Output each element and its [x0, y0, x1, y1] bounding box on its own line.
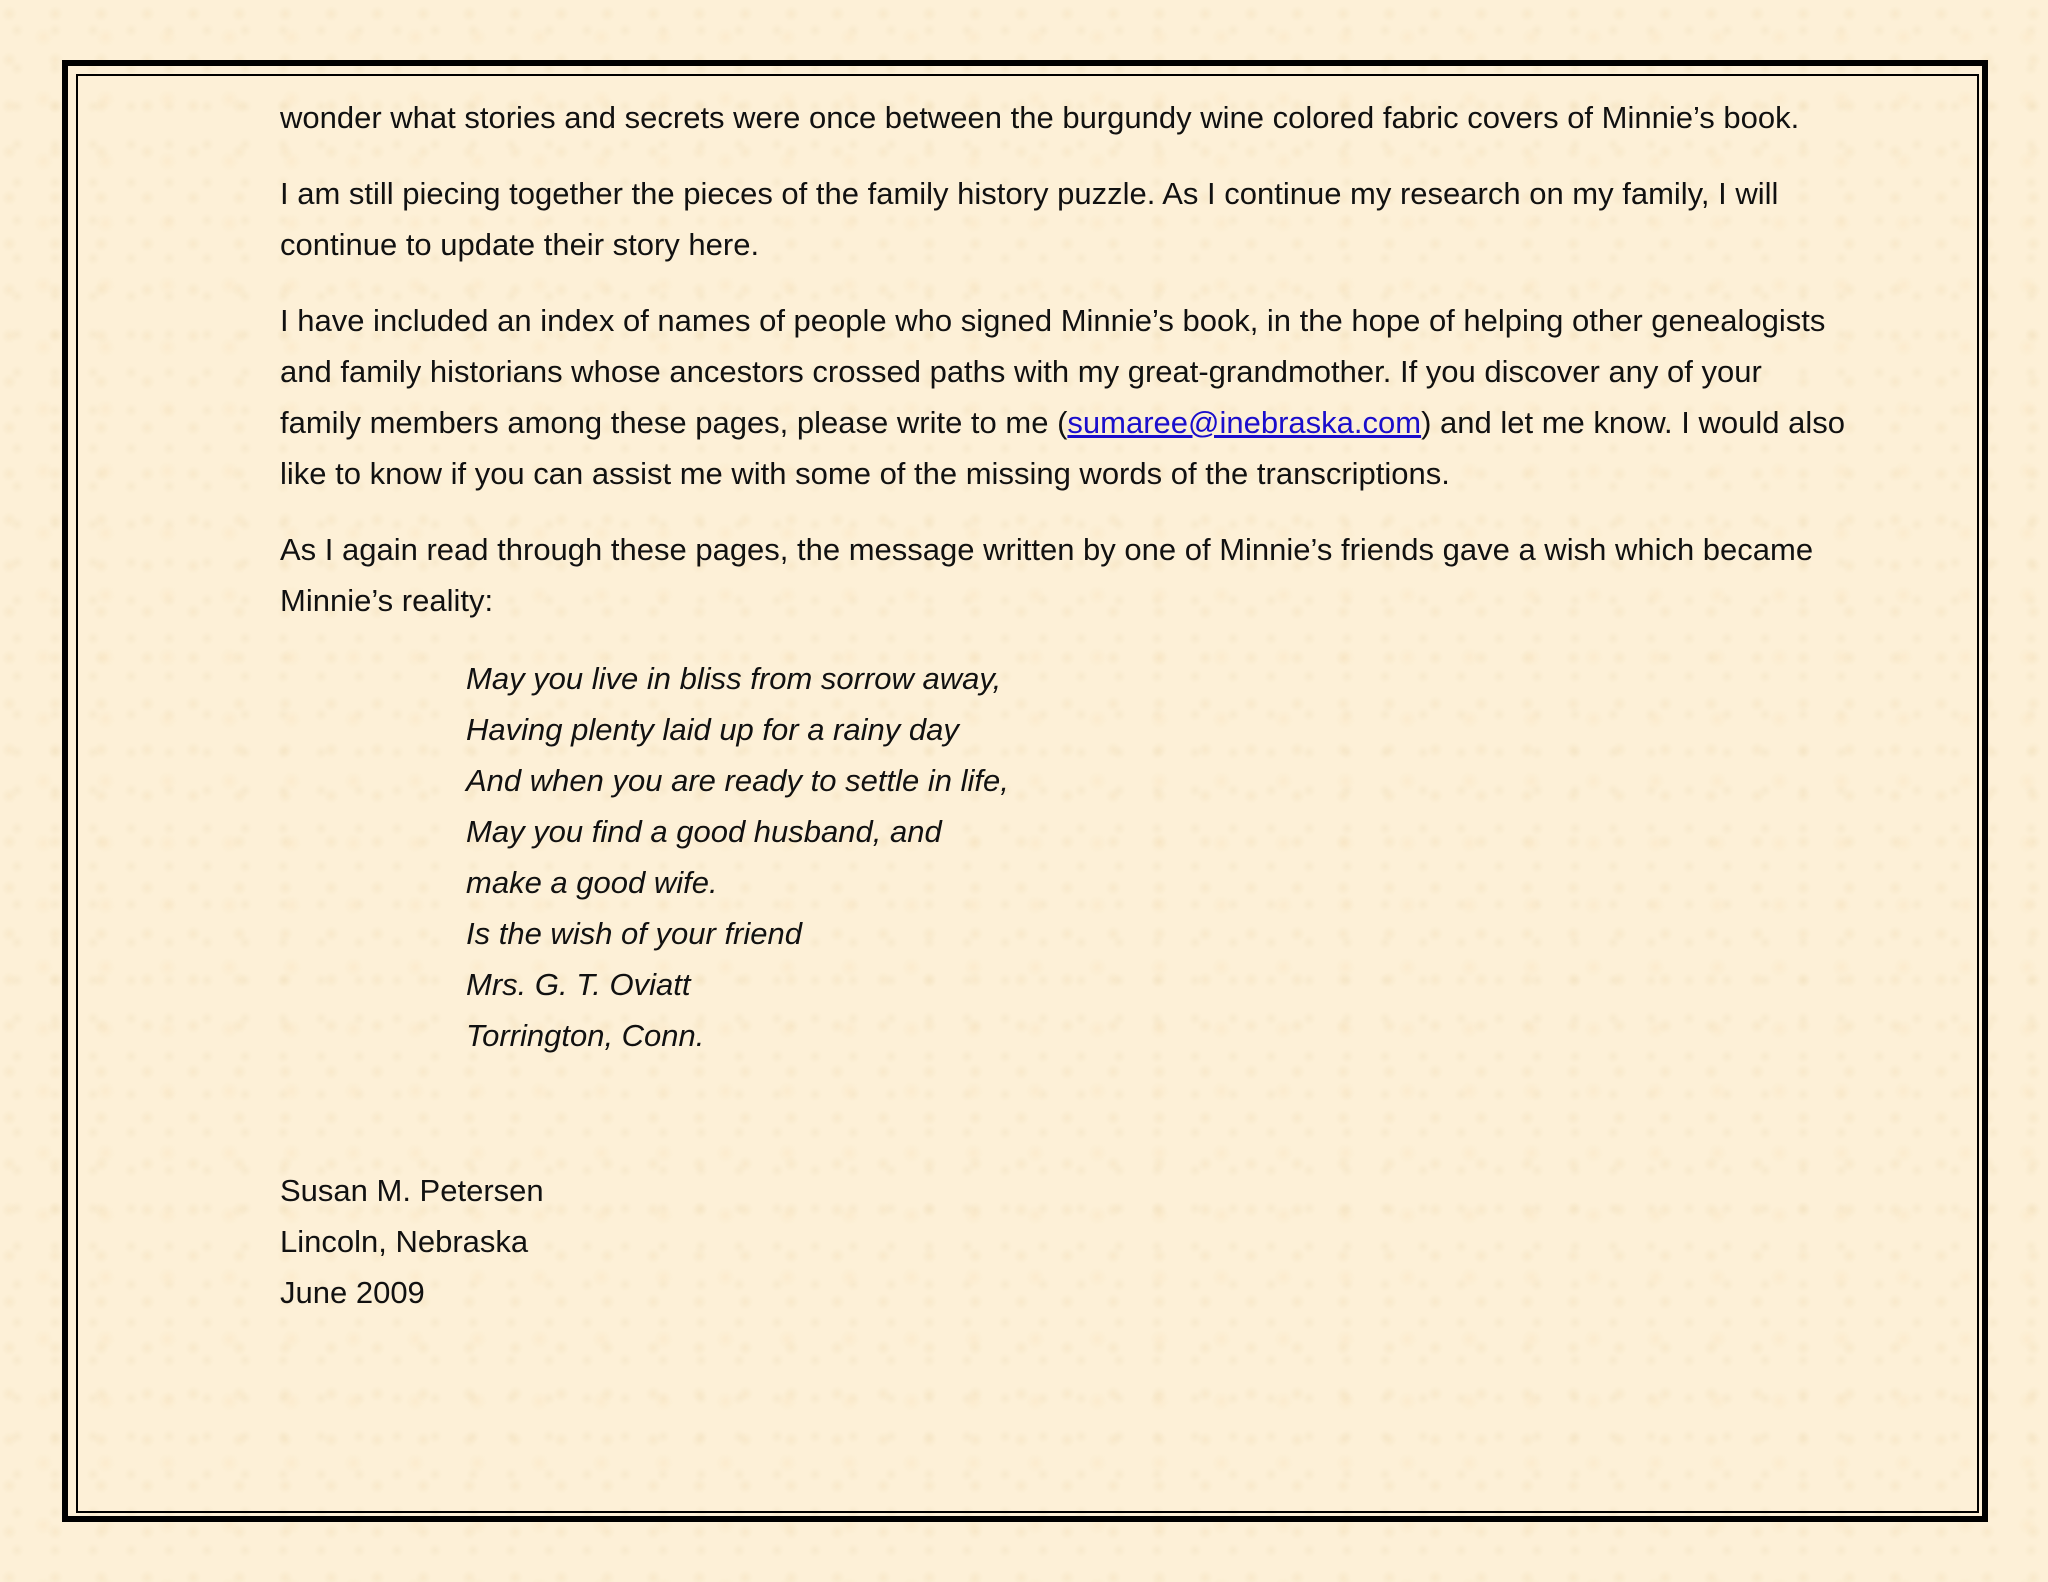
- signature-name: Susan M. Petersen: [280, 1173, 544, 1208]
- paragraph-index: [280, 295, 1850, 499]
- signature-block: [280, 1165, 1850, 1318]
- poem-line: Torrington, Conn.: [466, 1018, 705, 1053]
- paragraph-research: I am still piecing together the pieces of the family history puzzle. As I continue my research on my family, I will continue to update their story here.: [280, 176, 1779, 262]
- paragraph-index-text-end: ) and let me know. I would also like to know if you can assist me with some of the missing words of the transcriptions.: [280, 405, 1845, 491]
- paragraph-book-covers: wonder what stories and secrets were once between the burgundy wine colored fabric covers of Minnie’s book.: [280, 100, 1800, 135]
- poem: [466, 653, 1850, 1061]
- poem-line: Having plenty laid up for a rainy day: [466, 712, 959, 747]
- document-body: [280, 92, 1850, 1318]
- poem-line: And when you are ready to settle in life,: [466, 763, 1009, 798]
- signature-date: June 2009: [280, 1275, 425, 1310]
- poem-line: Mrs. G. T. Oviatt: [466, 967, 691, 1002]
- paragraph-index-text-start: I have included an index of names of people who signed Minnie’s book, in the hope of helping other genealogists and family historians whose ancestors crossed paths with my great-grandmother. If you discover any of your family members among these pages, please write to me (: [280, 303, 1826, 440]
- poem-line: make a good wife.: [466, 865, 718, 900]
- signature-location: Lincoln, Nebraska: [280, 1224, 529, 1259]
- paragraph-wish-intro: As I again read through these pages, the message written by one of Minnie’s friends gave a wish which became Minnie’s reality:: [280, 532, 1814, 618]
- poem-line: Is the wish of your friend: [466, 916, 802, 951]
- poem-line: May you find a good husband, and: [466, 814, 942, 849]
- poem-line: May you live in bliss from sorrow away,: [466, 661, 1002, 696]
- email-link[interactable]: sumaree@inebraska.com: [1067, 405, 1422, 440]
